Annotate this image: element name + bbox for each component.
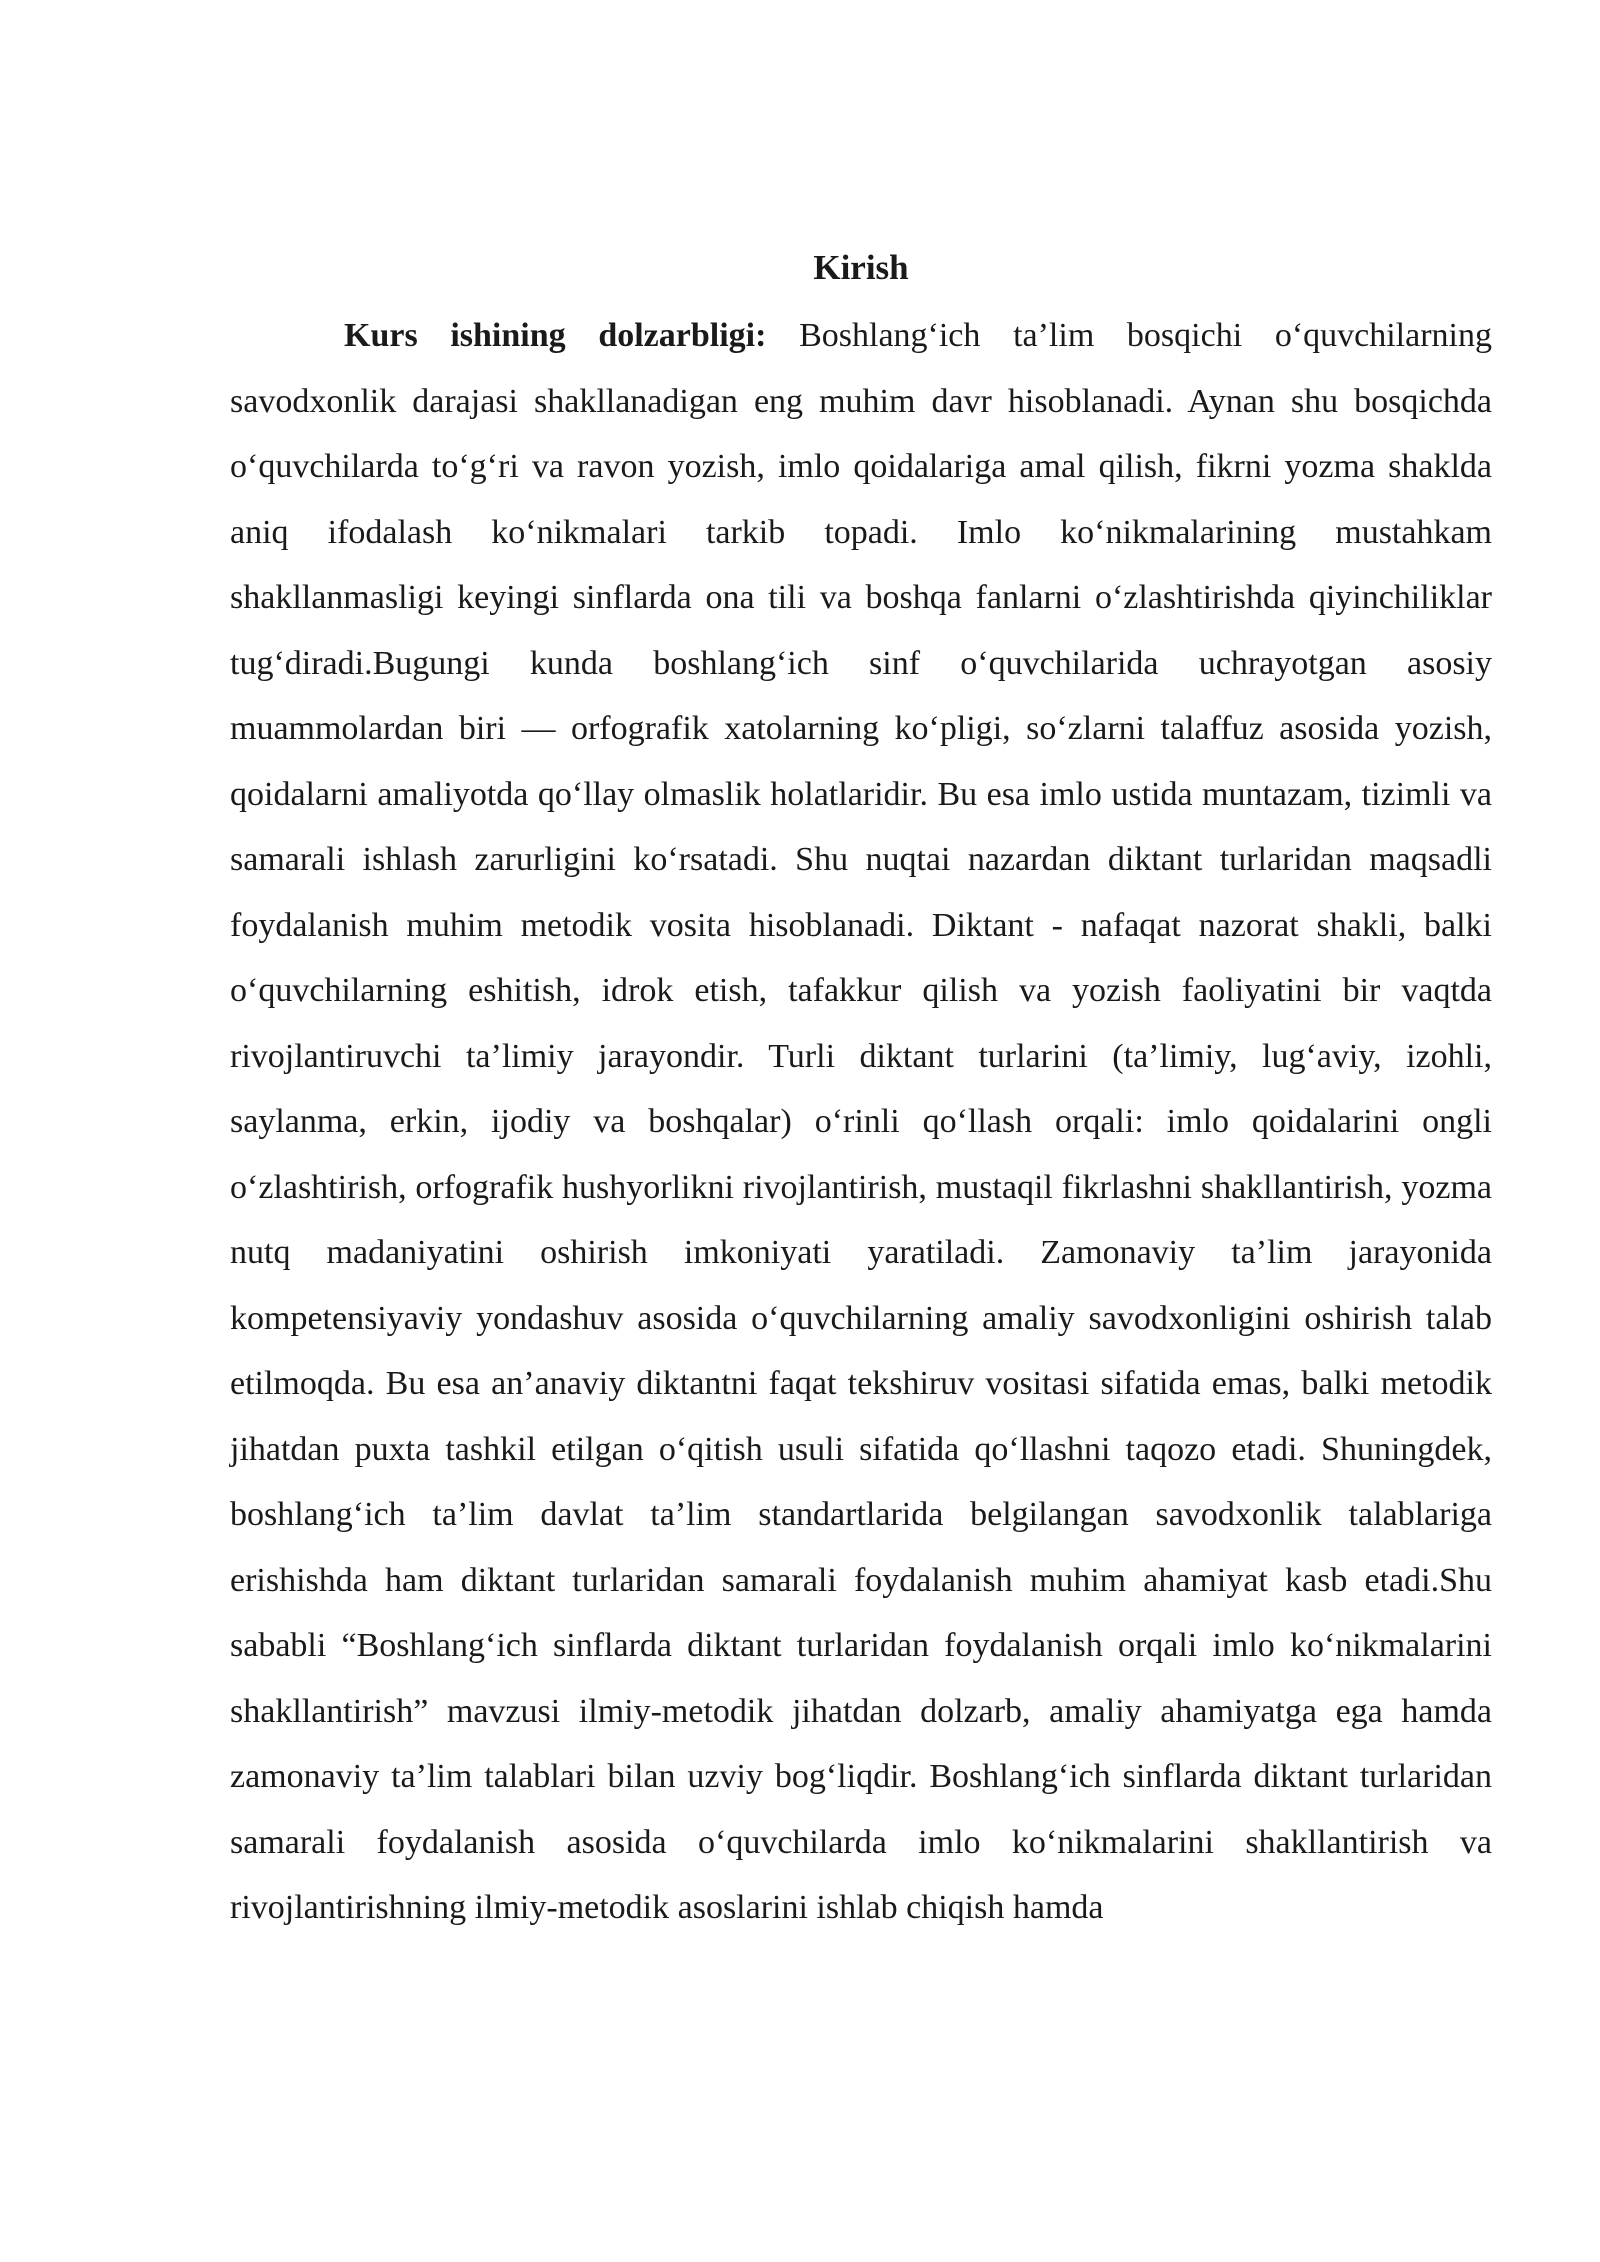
lead-label: Kurs ishining dolzarbligi: — [344, 317, 767, 354]
document-body — [230, 238, 1492, 1941]
body-paragraph — [230, 303, 1492, 1941]
page-title: Kirish — [813, 248, 909, 287]
paragraph-text: Boshlang‘ich ta’lim bosqichi o‘quvchilarning savodxonlik darajasi shakllanadigan eng muhim davr hisoblanadi. Aynan shu bosqichda o‘quvchilarda to‘g‘ri va ravon yozish, imlo qoidalariga amal qilish, fikrni yozma shaklda aniq ifodalash ko‘nikmalari tarkib topadi. Imlo ko‘nikmalarining mustahkam shakllanmasligi keyingi sinflarda ona tili va boshqa fanlarni o‘zlashtirishda qiyinchiliklar tug‘diradi.Bugungi kunda boshlang‘ich sinf o‘quvchilarida uchrayotgan asosiy muammolardan biri — orfografik xatolarning ko‘pligi, so‘zlarni talaffuz asosida yozish, qoidalarni amaliyotda qo‘llay olmaslik holatlaridir. Bu esa imlo ustida muntazam, tizimli va samarali ishlash zarurligini ko‘rsatadi. Shu nuqtai nazardan diktant turlaridan maqsadli foydalanish muhim metodik vosita hisoblanadi. Diktant - nafaqat nazorat shakli, balki o‘quvchilarning eshitish, idrok etish, tafakkur qilish va yozish faoliyatini bir vaqtda rivojlantiruvchi ta’limiy jarayondir. Turli diktant turlarini (ta’limiy, lug‘aviy, izohli, saylanma, erkin, ijodiy va boshqalar) o‘rinli qo‘llash orqali: imlo qoidalarini ongli o‘zlashtirish, orfografik hushyorlikni rivojlantirish, mustaqil fikrlashni shakllantirish, yozma nutq madaniyatini oshirish imkoniyati yaratiladi. Zamonaviy ta’lim jarayonida kompetensiyaviy yondashuv asosida o‘quvchilarning amaliy savodxonligini oshirish talab etilmoqda. Bu esa an’anaviy diktantni faqat tekshiruv vositasi sifatida emas, balki metodik jihatdan puxta tashkil etilgan o‘qitish usuli sifatida qo‘llashni taqozo etadi. Shuningdek, boshlang‘ich ta’lim davlat ta’lim standartlarida belgilangan savodxonlik talablariga erishishda ham diktant turlaridan samarali foydalanish muhim ahamiyat kasb etadi.Shu sababli “Boshlang‘ich sinflarda diktant turlaridan foydalanish orqali imlo ko‘nikmalarini shakllantirish” mavzusi ilmiy-metodik jihatdan dolzarb, amaliy ahamiyatga ega hamda zamonaviy ta’lim talablari bilan uzviy bog‘liqdir. Boshlang‘ich sinflarda diktant turlaridan samarali foydalanish asosida o‘quvchilarda imlo ko‘nikmalarini shakllantirish va rivojlantirishning ilmiy-metodik asoslarini ishlab chiqish hamda — [230, 317, 1492, 1926]
